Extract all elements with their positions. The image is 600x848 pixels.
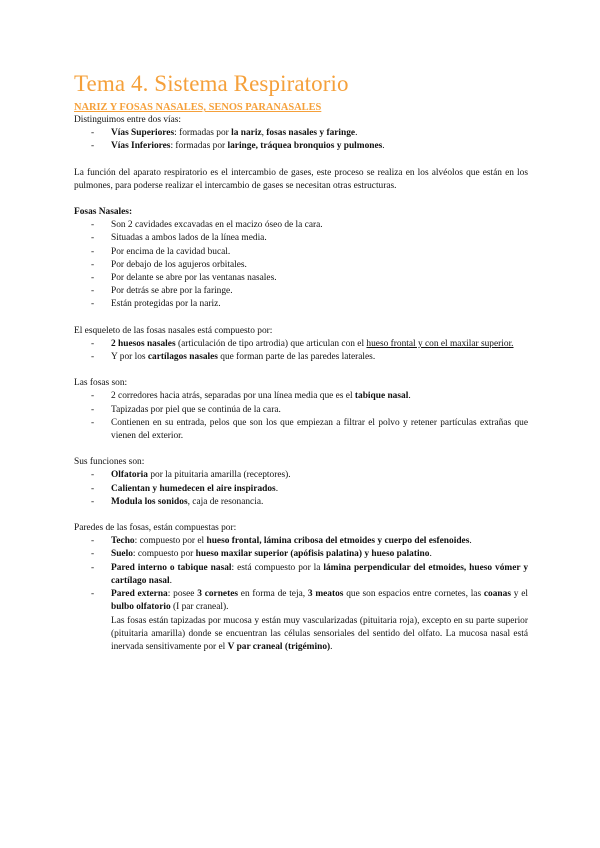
fosas-son-list	[74, 390, 528, 443]
list-item: - Pared externa: posee 3 cornetes en forma de teja, 3 meatos que son espacios entre cornetes, las coanas y el bulbo olfatorio (I par craneal).	[74, 588, 528, 614]
list-item: - Suelo: compuesto por hueso maxilar superior (apófisis palatina) y hueso palatino.	[74, 548, 528, 561]
document-page	[74, 70, 528, 654]
list-item: - Pared interno o tabique nasal: está compuesto por la lámina perpendicular del etmoides, hueso vómer y cartílago nasal.	[74, 562, 528, 588]
funciones-list	[74, 469, 528, 509]
esqueleto-lead: El esqueleto de las fosas nasales está compuesto por:	[74, 325, 273, 336]
list-item: - Olfatoria por la pituitaria amarilla (receptores).	[74, 469, 528, 482]
list-item: - 2 huesos nasales (articulación de tipo artrodia) que articulan con el hueso frontal y con el maxilar superior.	[74, 338, 528, 351]
list-item: - Contienen en su entrada, pelos que son los que empiezan a filtrar el polvo y retener partículas extrañas que vienen del exterior.	[74, 417, 528, 443]
list-item: - Por detrás se abre por la faringe.	[74, 285, 528, 298]
section-subtitle: NARIZ Y FOSAS NASALES, SENOS PARANASALES	[74, 102, 322, 113]
list-item: - Situadas a ambos lados de la línea media.	[74, 232, 528, 245]
fosas-list	[74, 219, 528, 311]
paredes-continuation: Las fosas están tapizadas por mucosa y están muy vascularizadas (pituitaria roja), excepto en su parte superior (pituitaria amarilla) donde se encuentran las células sensoriales del sentido del olfato. La mucosa nasal está inervada sensitivamente por el V par craneal (trigémino).	[111, 615, 528, 652]
list-item: - Por encima de la cavidad bucal.	[74, 246, 528, 259]
list-item: - Están protegidas por la nariz.	[74, 298, 528, 311]
page-title: Tema 4. Sistema Respiratorio	[74, 71, 349, 96]
paredes-lead: Paredes de las fosas, están compuestas por:	[74, 523, 237, 534]
list-item: - Modula los sonidos, caja de resonancia.	[74, 496, 528, 509]
list-item: - Y por los cartílagos nasales que forman parte de las paredes laterales.	[74, 351, 528, 364]
list-item: - Techo: compuesto por el hueso frontal, lámina cribosa del etmoides y cuerpo del esfenoides.	[74, 535, 528, 548]
list-item: - Vías Inferiores: formadas por laringe, tráquea bronquios y pulmones.	[74, 140, 528, 153]
intro-lead: Distinguimos entre dos vías:	[74, 115, 182, 125]
paredes-list	[74, 535, 528, 614]
esqueleto-list	[74, 338, 528, 364]
paragraph-funcion: La función del aparato respiratorio es el intercambio de gases, este proceso se realiza en los alvéolos que están en los pulmones, para poderse realizar el intercambio de gases se necesitan otras estructuras.	[74, 167, 528, 191]
list-item: - Vías Superiores: formadas por la nariz, fosas nasales y faringe.	[74, 127, 528, 140]
vias-list	[74, 127, 528, 153]
fosas-son-lead: Las fosas son:	[74, 378, 128, 389]
funciones-lead: Sus funciones son:	[74, 457, 145, 468]
list-item: - Son 2 cavidades excavadas en el macizo óseo de la cara.	[74, 219, 528, 232]
list-item: - Calientan y humedecen el aire inspirados.	[74, 483, 528, 496]
heading-fosas: Fosas Nasales:	[74, 207, 133, 218]
list-item: - Tapizadas por piel que se continúa de la cara.	[74, 404, 528, 417]
list-item: - Por delante se abre por las ventanas nasales.	[74, 272, 528, 285]
list-item: - 2 corredores hacia atrás, separadas por una línea media que es el tabique nasal.	[74, 390, 528, 403]
list-item: - Por debajo de los agujeros orbitales.	[74, 259, 528, 272]
